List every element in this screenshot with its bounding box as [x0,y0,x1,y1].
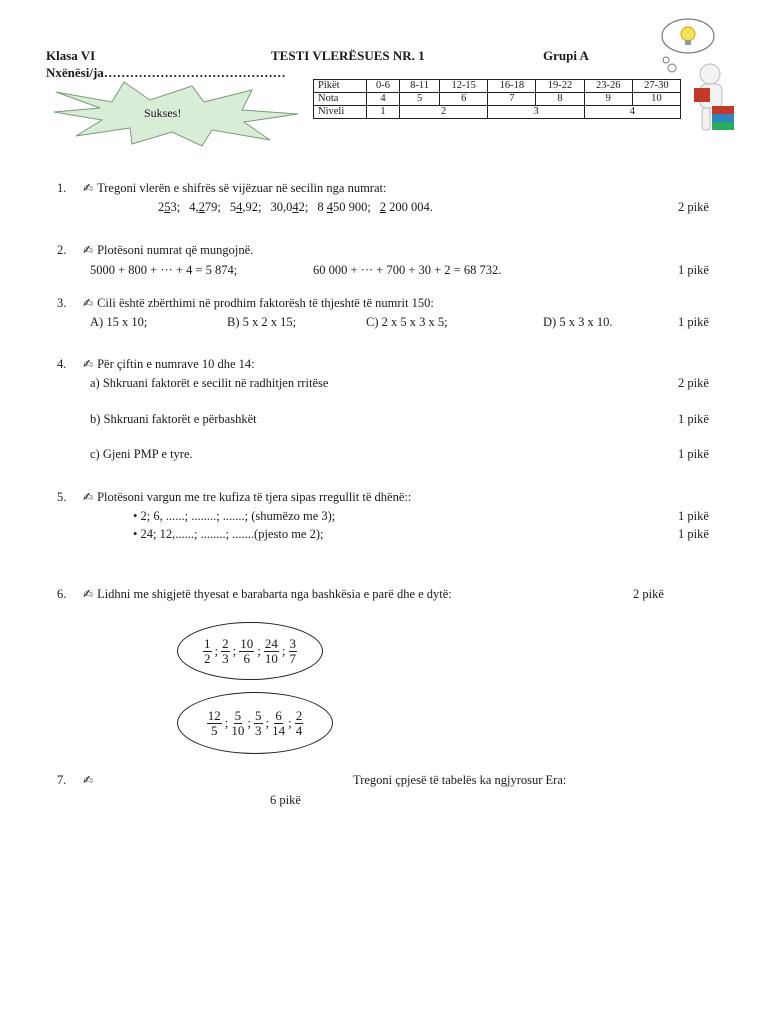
question-4-part-a-points: 2 pikë [678,376,709,390]
question-7-pen [83,773,97,788]
fraction-numerator: 2 [295,707,303,723]
grade-cell: 8-11 [400,80,440,93]
question-4-part-b-points: 1 pikë [678,412,709,426]
fraction-numerator: 12 [207,707,221,723]
q1-number-prefix: 5 [229,200,237,214]
test-title: TESTI VLERËSUES NR. 1 [271,48,425,63]
fraction [221,637,230,666]
q1-number-item [317,200,370,214]
group-label: Grupi A [543,48,589,63]
question-5-item-2-points: 1 pikë [678,527,709,541]
grade-row-mark [314,93,681,106]
question-4-part-a: a) Shkruani faktorët e secilit në radhitjen rritëse [90,376,329,390]
q1-number-suffix: 79; [204,200,221,214]
question-7-text: Tregoni çpjesë të tabelës ka ngjyrosur Era: [353,773,567,787]
fraction-denominator: 7 [289,650,296,666]
writing-hand-icon: ✍ [83,296,94,310]
fraction [231,709,244,738]
grade-cell: 9 [584,93,632,106]
fraction [272,709,285,738]
q1-underlined-digit: 4 [292,200,299,214]
fraction-separator: ; [224,715,229,730]
question-2-points: 1 pikë [678,263,709,277]
writing-hand-icon: ✍ [83,587,94,601]
q1-number-item [189,200,221,214]
question-7-number: 7. [57,773,67,787]
fraction [203,637,212,666]
grade-cell: 23-26 [584,80,632,93]
question-3-option-a: A) 15 x 10; [90,315,148,329]
grade-row-level [314,106,681,119]
q1-underlined-digit: 4 [326,200,333,214]
question-3-text [83,296,434,311]
q1-underlined-digit: 2 [379,200,387,214]
fraction-denominator: 14 [272,722,286,738]
question-5-item-1: • 2; 6, ......; ........; .......; (shumëzo me 3); [133,509,336,523]
grade-cell: 7 [488,93,536,106]
grade-cell: 4 [584,106,680,119]
q1-number-item [270,200,308,214]
fraction-denominator: 5 [211,722,218,738]
fraction-numerator: 1 [204,635,211,651]
fraction-separator: ; [281,643,286,658]
fraction-numerator: 6 [275,707,282,723]
success-starburst-badge [52,80,302,148]
q1-number-suffix: ,92; [242,200,262,214]
grade-row-label: Pikët [314,80,367,93]
question-2-text [83,243,253,258]
question-2-label: Plotësoni numrat që mungojnë. [97,243,254,257]
question-3-label: Cili është zbërthimi në prodhim faktorësh të thjeshtë të numrit 150: [97,296,434,310]
question-4-label: Për çiftin e numrave 10 dhe 14: [97,357,255,371]
grade-cell: 3 [488,106,584,119]
question-3-option-b: B) 5 x 2 x 15; [227,315,297,329]
question-5-item-2: • 24; 12,......; ........; .......(pjesto me 2); [133,527,324,541]
fraction-denominator: 10 [264,650,278,666]
grade-cell: 8 [536,93,584,106]
grade-row-points [314,80,681,93]
class-label: Klasa VI [46,48,96,63]
q1-underlined-digit: 2 [198,200,205,214]
grade-cell: 6 [440,93,488,106]
question-1-text [83,181,386,196]
question-4-part-c-points: 1 pikë [678,447,709,461]
question-6-points: 2 pikë [633,587,664,601]
fraction-numerator: 5 [234,707,242,723]
question-4-part-c: c) Gjeni PMP e tyre. [90,447,193,461]
question-2-line-b: 60 000 + ··· + 700 + 30 + 2 = 68 732. [313,263,502,277]
fraction-denominator: 3 [222,650,229,666]
grade-cell: 1 [367,106,400,119]
writing-hand-icon: ✍ [83,181,94,195]
fraction-set-2-oval [177,692,333,754]
grade-cell: 2 [400,106,488,119]
question-5-text [83,490,411,505]
writing-hand-icon: ✍ [83,490,94,504]
grade-cell: 5 [400,93,440,106]
fraction-numerator: 3 [289,635,296,651]
fraction-separator: ; [257,643,261,658]
q1-number-prefix: 2 [158,200,165,214]
grade-cell: 4 [367,93,400,106]
fraction-numerator: 2 [222,635,229,651]
fraction [289,637,298,666]
fraction-separator: ; [247,715,251,730]
grade-cell: 10 [632,93,680,106]
q1-underlined-digit: 4 [236,200,243,214]
question-3-number: 3. [57,296,67,310]
question-6-number: 6. [57,587,67,601]
question-6-label: Lidhni me shigjetë thyesat e barabarta nga bashkësia e parë dhe e dytë: [97,587,452,601]
fraction-denominator: 6 [243,650,250,666]
question-2-number: 2. [57,243,67,257]
success-badge-text: Sukses! [144,106,182,120]
q1-underlined-digit: 5 [164,200,171,214]
fraction-set-1 [202,637,298,666]
question-5-number: 5. [57,490,67,504]
question-3-points: 1 pikë [678,315,709,329]
fraction [264,637,279,666]
fraction-separator: ; [214,643,219,658]
grade-cell: 19-22 [536,80,584,93]
fraction [254,709,263,738]
fraction-numerator: 5 [255,707,262,723]
writing-hand-icon: ✍ [83,773,94,787]
grade-cell: 0-6 [367,80,400,93]
question-5-label: Plotësoni vargun me tre kufiza të tjera sipas rregullit të dhënë:: [97,490,412,504]
grade-cell: 27-30 [632,80,680,93]
fraction [295,709,304,738]
q1-number-suffix: 50 900; [332,200,371,214]
grade-cell: 12-15 [440,80,488,93]
fraction-numerator: 10 [240,635,254,651]
q1-number-suffix: 3; [170,200,181,214]
fraction-denominator: 4 [295,722,303,738]
question-3-option-c: C) 2 x 5 x 3 x 5; [366,315,448,329]
q1-number-suffix: 2; [298,200,309,214]
question-4-part-b: b) Shkruani faktorët e përbashkët [90,412,257,426]
grade-row-label: Nota [314,93,367,106]
fraction-denominator: 3 [255,722,262,738]
fraction-separator: ; [288,715,292,730]
grade-table [313,79,681,119]
grade-cell: 16-18 [488,80,536,93]
question-2-line-a: 5000 + 800 + ··· + 4 = 5 874; [90,263,238,277]
q1-number-prefix: 30,0 [270,200,293,214]
q1-number-item [230,200,262,214]
question-4-number: 4. [57,357,67,371]
question-6-text [83,587,452,602]
fraction-set-1-oval [177,622,323,680]
q1-number-item [158,200,180,214]
fraction-set-2 [206,709,305,738]
question-5-item-1-points: 1 pikë [678,509,709,523]
question-4-text [83,357,255,372]
fraction-denominator: 2 [204,650,211,666]
question-1-label: Tregoni vlerën e shifrës së vijëzuar në secilin nga numrat: [97,181,387,195]
question-7-points: 6 pikë [270,793,301,807]
student-name-field[interactable]: Nxënësi/ja…………………………………… [46,65,286,80]
lightbulb-reader-figure [660,16,746,134]
fraction-numerator: 24 [264,635,278,651]
fraction-separator: ; [265,715,270,730]
q1-number-suffix: 200 004. [386,200,433,214]
fraction [239,637,254,666]
fraction-separator: ; [232,643,237,658]
q1-number-prefix: 8 [317,200,327,214]
q1-number-item [380,200,433,214]
fraction-denominator: 10 [231,722,245,738]
question-1-numbers [158,200,442,215]
question-1-number: 1. [57,181,67,195]
grade-row-label: Niveli [314,106,367,119]
writing-hand-icon: ✍ [83,243,94,257]
fraction [207,709,222,738]
question-1-points: 2 pikë [678,200,709,214]
q1-number-prefix: 4, [189,200,199,214]
question-3-option-d: D) 5 x 3 x 10. [543,315,613,329]
writing-hand-icon: ✍ [83,357,94,371]
